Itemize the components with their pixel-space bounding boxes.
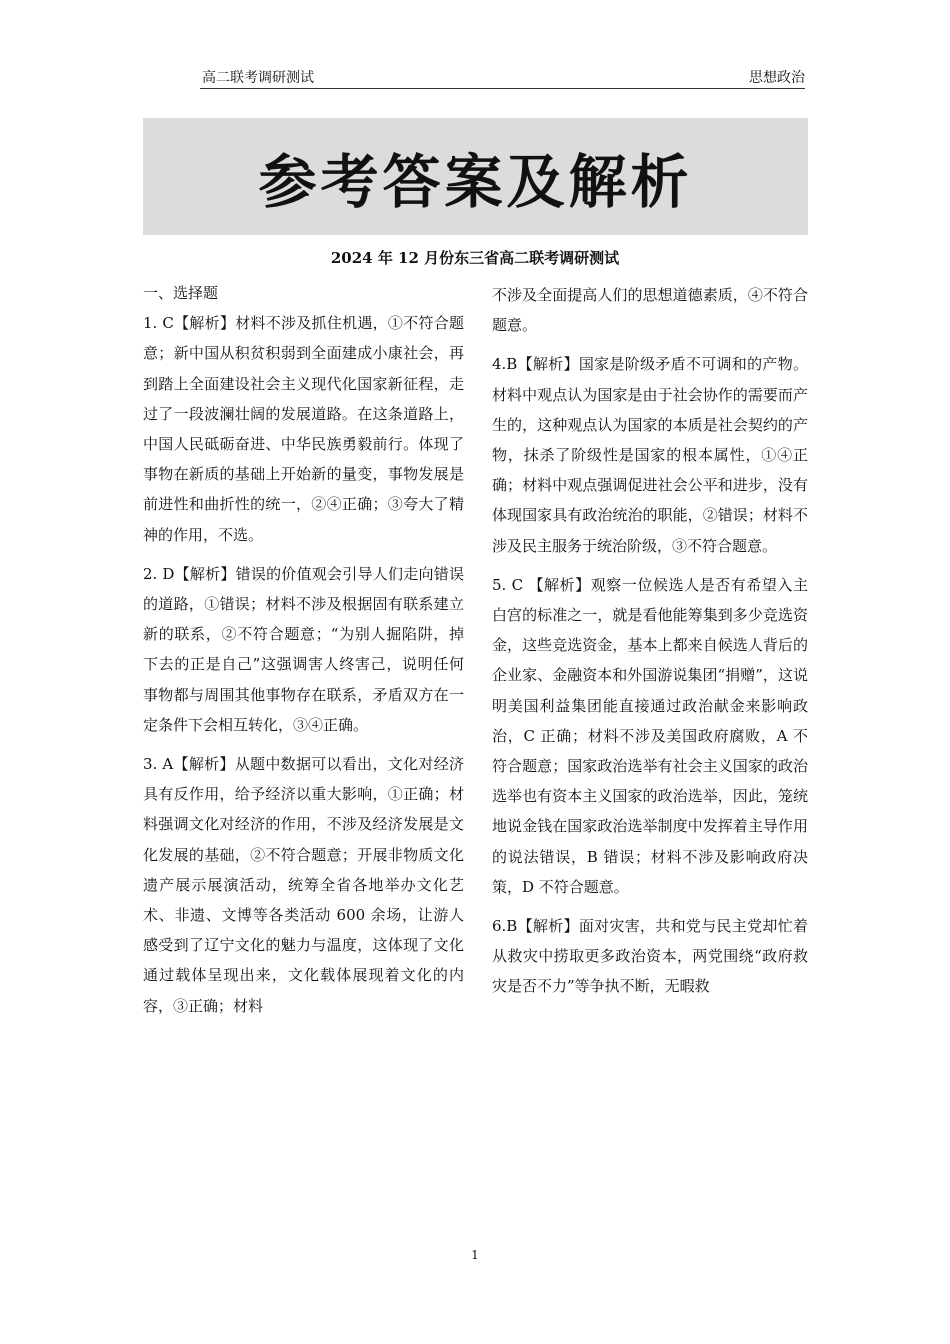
document-subtitle: 2024 年 12 月份东三省高二联考调研测试: [330, 249, 620, 267]
answer-item-1: 1. C【解析】材料不涉及抓住机遇，①不符合题意；新中国从积贫积弱到全面建成小康社会，再到踏上全面建设社会主义现代化国家新征程，走过了一段波澜壮阔的发展道路。在这条道路上，中国人民砥砺奋进、中华民族勇毅前行。体现了事物在新质的基础上开始新的量变，事物发展是前进性和曲折性的统一，②④正确；③夸大了精神的作用，不选。: [143, 314, 464, 544]
right-column: [492, 280, 808, 1002]
answer-item-2: 2. D【解析】错误的价值观会引导人们走向错误的道路，①错误；材料不涉及根据固有联系建立新的联系，②不符合题意；“为别人掘陷阱，掉下去的正是自己”这强调害人终害己，说明任何事物都与周围其他事物存在联系，矛盾双方在一定条件下会相互转化，③④正确。: [143, 564, 464, 734]
header-exam-name: 高二联考调研测试: [202, 70, 314, 86]
left-column: [143, 278, 464, 1021]
answer-item-4: 4.B【解析】国家是阶级矛盾不可调和的产物。材料中观点认为国家是由于社会协作的需要而产生的，这种观点认为国家的本质是社会契约的产物，抹杀了阶级性是国家的根本属性，①④正确；材料中观点强调促进社会公平和进步，没有体现国家具有政治统治的职能，②错误；材料不涉及民主服务于统治阶级，③不符合题意。: [492, 355, 808, 555]
answer-item-5: 5. C 【解析】观察一位候选人是否有希望入主白宫的标准之一，就是看他能筹集到多少竞选资金，这些竞选资金，基本上都来自候选人背后的企业家、金融资本和外国游说集团“捐赠”，这说明美国利益集团能直接通过政治献金来影响政治，C 正确；材料不涉及美国政府腐败，A 不符合题意；国家政治选举有社会主义国家的政治选举也有资本主义国家的政治选举，因此，笼统地说金钱在国家政治选举制度中发挥着主导作用的说法错误，B 错误；材料不涉及影响政府决策，D 不符合题意。: [492, 575, 808, 896]
answer-item-6: 6.B【解析】面对灾害，共和党与民主党却忙着从救灾中捞取更多政治资本，两党围绕“政府救灾是否不力”等争执不断，无暇救: [492, 917, 808, 996]
banner-title: 参考答案及解析: [258, 147, 693, 216]
header-subject: 思想政治: [749, 70, 805, 86]
title-banner: [143, 118, 808, 235]
section-heading: 一、选择题: [143, 284, 219, 302]
answer-item-3-continued: 不涉及全面提高人们的思想道德素质，④不符合题意。: [492, 286, 808, 335]
answer-item-3: 3. A【解析】从题中数据可以看出，文化对经济具有反作用，给予经济以重大影响，①正确；材料强调文化对经济的作用，不涉及经济发展是文化发展的基础，②不符合题意；开展非物质文化遗产展示展演活动，统筹全省各地举办文化艺术、非遗、文博等各类活动 600 余场，让游人感受到了辽宁文化的魅力与温度，这体现了文化通过载体呈现出来，文化载体展现着文化的内容，③正确；材料: [143, 755, 464, 1015]
page-number: 1: [471, 1248, 479, 1262]
page-header: [200, 70, 805, 89]
